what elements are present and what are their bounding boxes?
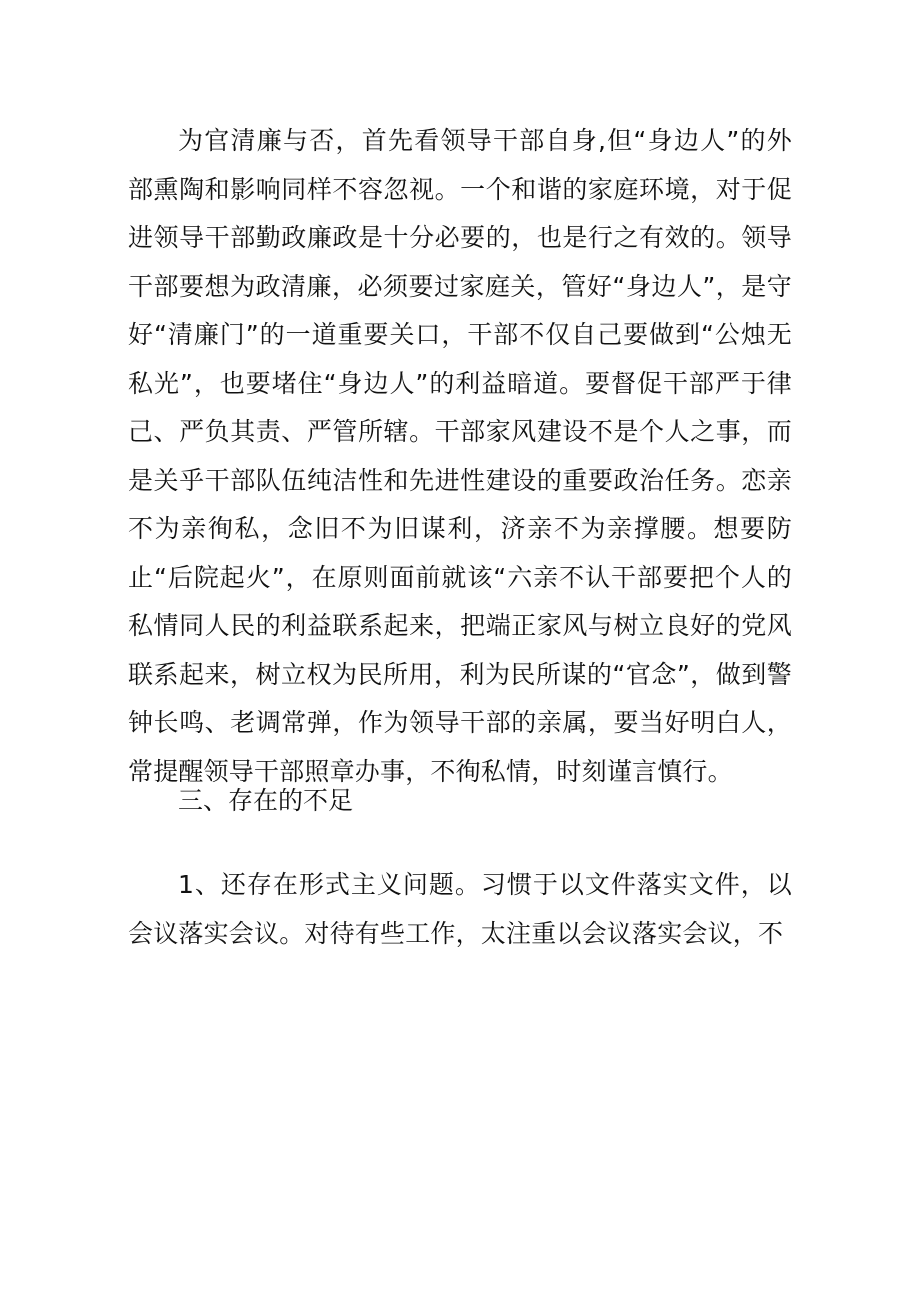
section-heading-shortcomings: 三、存在的不足 <box>178 786 354 815</box>
body-paragraph-formalism: 1、还存在形式主义问题。习惯于以文件落实文件，以会议落实会议。对待有些工作，太注重以会议落实会议，不 <box>128 870 792 948</box>
body-paragraph-family-integrity: 为官清廉与否，首先看领导干部自身,但“身边人”的外部熏陶和影响同样不容忽视。一个和谐的家庭环境，对于促进领导干部勤政廉政是十分必要的，也是行之有效的。领导干部要想为政清廉，必须要过家庭关，管好“身边人”，是守好“清廉门”的一道重要关口，干部不仅自己要做到“公烛无私光”，也要堵住“身边人”的利益暗道。要督促干部严于律己、严负其责、严管所辖。干部家风建设不是个人之事，而是关乎干部队伍纯洁性和先进性建设的重要政治任务。恋亲不为亲徇私，念旧不为旧谋利，济亲不为亲撑腰。想要防止“后院起火”，在原则面前就该“六亲不认干部要把个人的私情同人民的利益联系起来，把端正家风与树立良好的党风联系起来，树立权为民所用，利为民所谋的“官念”，做到警钟长鸣、老调常弹，作为领导干部的亲属，要当好明白人，常提醒领导干部照章办事，不徇私情，时刻谨言慎行。 <box>128 126 792 786</box>
